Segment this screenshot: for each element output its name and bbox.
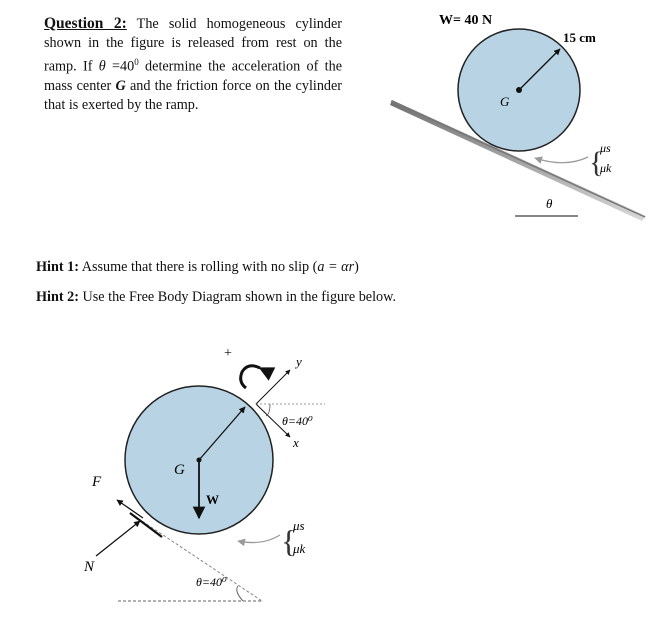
x-axis-label: x [293, 435, 299, 450]
fbd-angle-arc [237, 586, 243, 601]
top-angle-label: θ [546, 196, 553, 211]
fbd-ramp-angle-label: θ=40⁰ [196, 575, 227, 589]
radius-label: 15 cm [563, 30, 596, 45]
top-figure [390, 13, 646, 221]
hint-1-formula: a = αr [317, 259, 355, 275]
question-line-3b: =40 [105, 58, 135, 75]
question-line-2: shown in the figure is released from rest on the [44, 35, 342, 51]
question-line-4a: mass center [44, 77, 116, 94]
question-line-5: cylinder that is exerted by the ramp. [44, 77, 343, 113]
top-center-label: G [500, 94, 510, 109]
fbd-friction-label: F [92, 474, 102, 490]
axis-angle-label: θ=40⁰ [282, 414, 313, 428]
hint-2-text: Use the Free Body Diagram shown in the figure below. [78, 289, 397, 305]
weight-label: W= 40 N [439, 13, 493, 28]
fbd-mu-brace: { [281, 523, 297, 559]
normal-force-arrow [96, 521, 140, 556]
question-line-3c: determine the acceleration of the [138, 58, 342, 75]
fbd-normal-label: N [84, 559, 95, 575]
hint-1-close: ) [354, 259, 359, 275]
fbd-mu-k: μk [293, 541, 306, 556]
question-line-1: The solid homogeneous cylinder [126, 16, 342, 32]
fbd-mu-s: μs [293, 518, 305, 533]
y-axis-arrow [256, 370, 290, 404]
mu-brace: { [589, 146, 604, 179]
hint-2-label: Hint 2: [36, 289, 79, 305]
question-line-3a: ramp. If [44, 58, 99, 75]
mass-center-symbol: G [115, 77, 126, 94]
fbd-weight-label: W [206, 492, 219, 507]
fbd-figure [83, 346, 325, 601]
rotation-arrow [241, 366, 260, 388]
degree-superscript: 0 [134, 57, 139, 67]
question-heading: Question 2: [44, 15, 127, 32]
friction-arc-arrow [535, 157, 588, 163]
top-mu-s: μs [600, 141, 611, 155]
top-mu-k: μk [600, 161, 612, 175]
theta-symbol: θ [98, 58, 106, 75]
hint-1-label: Hint 1: [36, 259, 79, 275]
fbd-center-label: G [174, 462, 185, 478]
plus-sign: + [224, 346, 232, 361]
hint-1-text: Assume that there is rolling with no slip ( [78, 259, 318, 275]
fbd-friction-arc-arrow [238, 535, 280, 543]
mass-center-dot [516, 87, 522, 93]
y-axis-label: y [296, 354, 302, 369]
question-line-4b: and the friction force on the [125, 77, 292, 94]
